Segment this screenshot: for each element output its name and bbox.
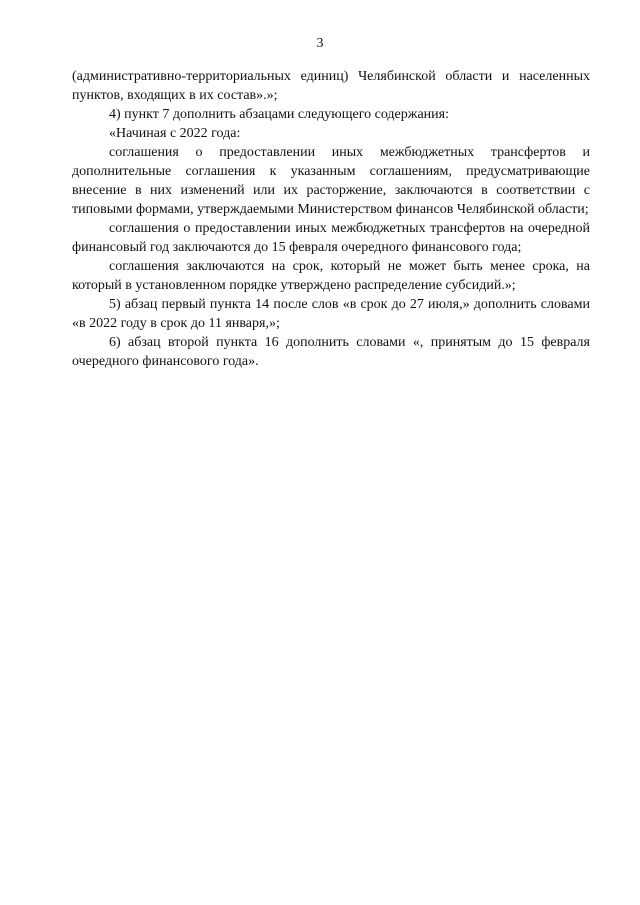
paragraph-continuation: (административно-территориальных единиц) Челябинской области и населенных пунктов, входящих в их состав».»; [72, 69, 590, 103]
paragraph-agreements-forms: соглашения о предоставлении иных межбюджетных трансфертов и дополнительные соглашения к указанным соглашениям, предусматривающие внесение в них изменений или их расторжение, заключаются в соответствии с типовыми формами, утверждаемыми Министерством финансов Челябинской области; [72, 145, 590, 217]
paragraph-agreements-term: соглашения заключаются на срок, который не может быть менее срока, на который в установленном порядке утверждено распределение субсидий.»; [72, 259, 590, 293]
paragraph-item-4: 4) пункт 7 дополнить абзацами следующего содержания: [109, 107, 449, 122]
paragraph-agreements-deadline: соглашения о предоставлении иных межбюджетных трансфертов на очередной финансовый год заключаются до 15 февраля очередного финансового года; [72, 221, 590, 255]
document-body [72, 67, 590, 371]
page-number: 3 [316, 36, 324, 51]
paragraph-item-6: 6) абзац второй пункта 16 дополнить словами «, принятым до 15 февраля очередного финансового года». [72, 335, 590, 369]
paragraph-quote-start: «Начиная с 2022 года: [109, 126, 241, 141]
paragraph-item-5: 5) абзац первый пункта 14 после слов «в срок до 27 июля,» дополнить словами «в 2022 году в срок до 11 января,»; [72, 297, 590, 331]
